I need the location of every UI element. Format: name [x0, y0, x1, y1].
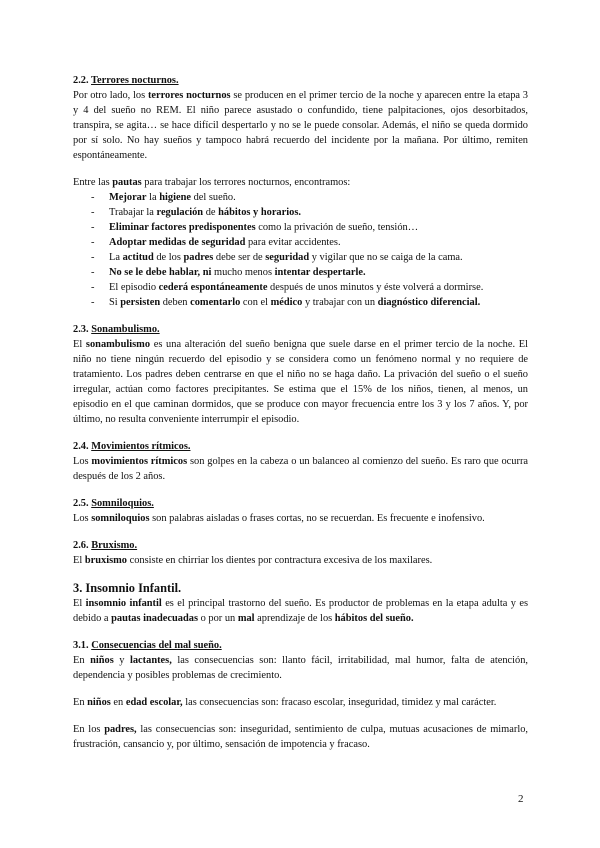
list-item: - La actitud de los padres debe ser de seguridad y vigilar que no se caiga de la cama. — [91, 252, 463, 263]
paragraph-terrores-intro: Por otro lado, los terrores nocturnos se producen en el primer tercio de la noche y aparecen entre la etapa 3 y 4 del sueño no REM. El niño parece asustado o confundido, tiene palpitaciones, ojos desorbitados, transpira, se agita… se hace difícil despertarlo y no se le puede consolar. Además, el niño se queda dormido por sí solo. No hay sueños y tampoco habrá recuerdo del incidente por la mañana. Por último, remiten espontáneamente. — [73, 90, 528, 161]
paragraph-bruxismo: El bruxismo consiste en chirriar los dientes por contractura excesiva de los maxilares. — [73, 555, 433, 566]
paragraph-pautas-intro: Entre las pautas para trabajar los terrores nocturnos, encontramos: — [73, 177, 351, 188]
list-item: - Mejorar la higiene del sueño. — [91, 192, 236, 203]
list-item: - Si persisten deben comentarlo con el médico y trabajar con un diagnóstico diferencial. — [91, 297, 481, 308]
list-item: - El episodio cederá espontáneamente después de unos minutos y éste volverá a dormirse. — [91, 282, 484, 293]
paragraph-somniloquios: Los somniloquios son palabras aisladas o frases cortas, no se recuerdan. Es frecuente e inofensivo. — [73, 513, 485, 524]
list-item: - Eliminar factores predisponentes como la privación de sueño, tensión… — [91, 222, 419, 233]
section-heading-movimientos — [73, 439, 528, 454]
paragraph-consecuencias-ninos: En niños y lactantes, las consecuencias son: llanto fácil, irritabilidad, mal humor, falta de atención, dependencia y posibles problemas de crecimiento. — [73, 655, 529, 681]
section-number: 2.4. — [73, 441, 89, 452]
list-item: - Adoptar medidas de seguridad para evitar accidentes. — [91, 237, 341, 248]
section-heading-sonambulismo — [73, 322, 528, 337]
paragraph-sonambulismo: El sonambulismo es una alteración del sueño benigna que suele darse en el primer tercio de la noche. El niño no tiene ningún recuerdo del episodio y se considera como un fenómeno normal y no requiere de tratamiento. Los padres deben centrarse en que el niño no se haga daño. La privación del sueño o el sueño irregular, actúan como factores precipitantes. Se estima que el 15% de los niños, tienen, al menos, un episodio en el que caminan dormidos, que se produce con mayor frecuencia entre los 3 y los 7 años. Y, por último, no resulta conveniente interrumpir el episodio. — [73, 339, 528, 425]
section-title: Bruxismo. — [91, 540, 138, 551]
document-page — [73, 73, 528, 752]
section-heading-bruxismo — [73, 538, 528, 553]
chapter-title: 3. Insomnio Infantil. — [73, 581, 182, 595]
paragraph-insomnio: El insomnio infantil es el principal trastorno del sueño. Es productor de problemas en la etapa adulta y es debido a pautas inadecuadas o por un mal aprendizaje de los hábitos del sueño. — [73, 598, 528, 624]
section-heading-somniloquios — [73, 496, 528, 511]
section-title: Sonambulismo. — [91, 324, 160, 335]
section-title: Consecuencias del mal sueño. — [91, 640, 222, 651]
section-heading-terrores — [73, 73, 528, 88]
paragraph-movimientos: Los movimientos rítmicos son golpes en la cabeza o un balanceo al comienzo del sueño. Es raro que ocurra después de los 2 años. — [73, 456, 529, 482]
page-number: 2 — [518, 793, 524, 805]
section-heading-consecuencias — [73, 638, 528, 653]
list-item: - Trabajar la regulación de hábitos y horarios. — [91, 207, 301, 218]
paragraph-consecuencias-padres: En los padres, las consecuencias son: inseguridad, sentimiento de culpa, mutuas acusaciones de mimarlo, frustración, cansancio y, por último, sensación de impotencia y fracaso. — [73, 724, 528, 750]
section-title: Somniloquios. — [91, 498, 154, 509]
section-number: 3.1. — [73, 640, 89, 651]
section-number: 2.3. — [73, 324, 89, 335]
section-title: Movimientos rítmicos. — [91, 441, 191, 452]
paragraph-consecuencias-escolar: En niños en edad escolar, las consecuencias son: fracaso escolar, inseguridad, timidez y mal carácter. — [73, 697, 497, 708]
section-number: 2.6. — [73, 540, 89, 551]
section-number: 2.5. — [73, 498, 89, 509]
list-item: - No se le debe hablar, ni mucho menos intentar despertarle. — [91, 267, 366, 278]
section-number: 2.2. — [73, 75, 89, 86]
pautas-list — [73, 190, 528, 310]
section-title: Terrores nocturnos. — [91, 75, 179, 86]
